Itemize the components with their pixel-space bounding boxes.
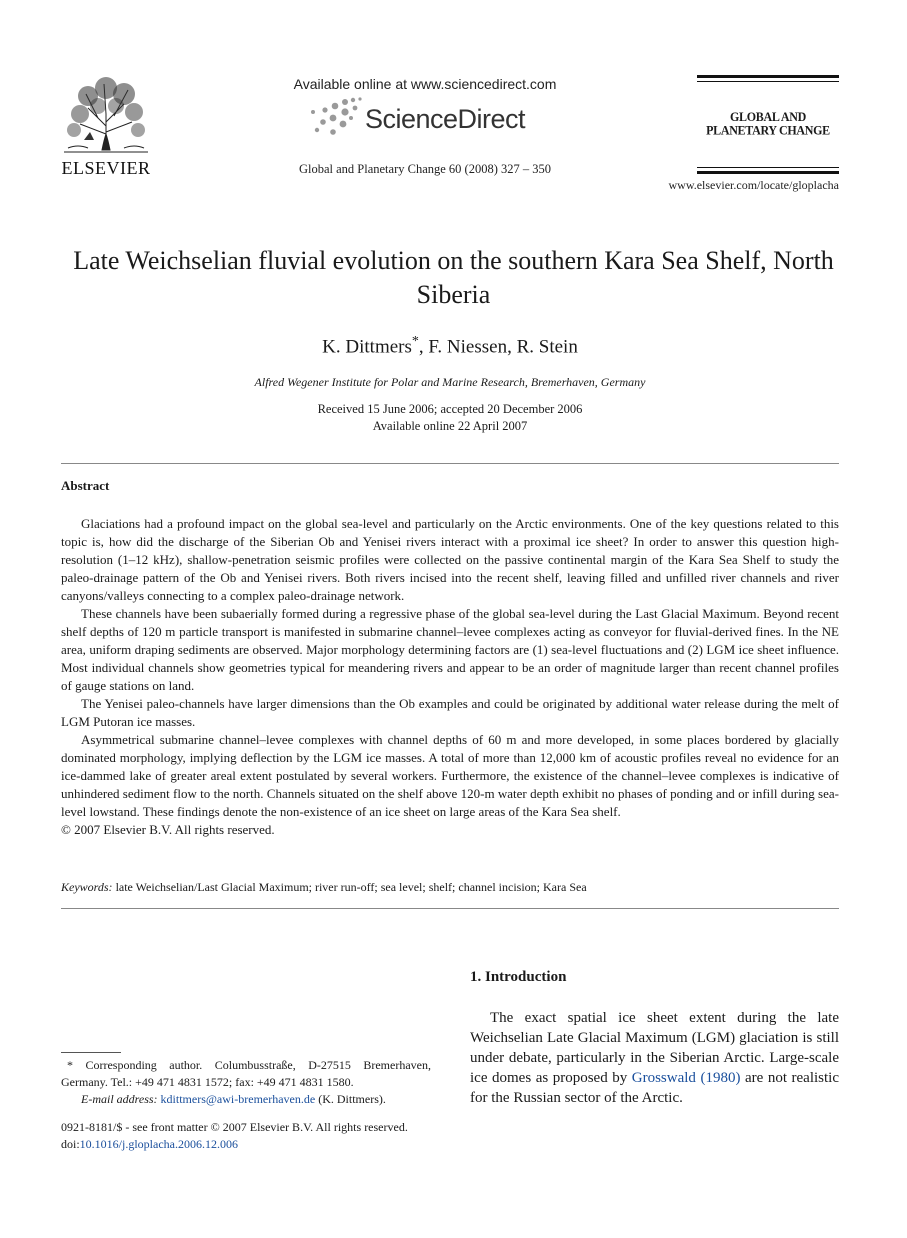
issn-line: 0921-8181/$ - see front matter © 2007 Elsevier B.V. All rights reserved.: [61, 1120, 408, 1134]
email-owner: (K. Dittmers).: [315, 1092, 386, 1106]
article-title: Late Weichselian fluvial evolution on the southern Kara Sea Shelf, North Siberia: [73, 246, 834, 309]
corresponding-mark[interactable]: *: [411, 334, 419, 349]
intro-text-after: are not realistic for the Russian sector of the Arctic.: [470, 1070, 839, 1106]
doi-link[interactable]: 10.1016/j.gloplacha.2006.12.006: [79, 1137, 238, 1151]
abstract-paragraph: The Yenisei paleo-channels have larger dimensions than the Ob examples and could be originated by additional water release during the melt of LGM Putoran ice masses.: [61, 696, 839, 729]
citation-link[interactable]: Grosswald (1980): [631, 1070, 741, 1086]
abstract-paragraph: These channels have been subaerially formed during a regressive phase of the global sea-level during the Last Glacial Maximum. Beyond recent shelf depths of 120 m particle transport is manifested in submarine channel–levee complexes acting as conveyor for fluvial-derived fines. In the NE area, uniform draping sediments are observed. Major morphology determining factors are (1) sea-level fluctuations and (2) LGM ice sheet influence. Most individual channels show geometries typical for meandering rivers and appear to be an order of magnitude larger than recent channel profiles of gauge stations on land.: [61, 606, 839, 693]
sciencedirect-wordmark: ScienceDirect: [365, 104, 526, 134]
abstract-heading: Abstract: [61, 478, 110, 493]
abstract-paragraph: Glaciations had a profound impact on the global sea-level and particularly on the Arctic environments. One of the key questions related to this topic is, how did the discharge of the Siberian Ob and Yenisei rivers interact with a proximal ice sheet? In order to answer this question high-resolution (1–12 kHz), shallow-penetration seismic profiles were collected on the passive continental margin of the Kara Sea Shelf to study the paleo-drainage pattern of the Ob and Yenisei rivers. Both rivers incised into the recent shelf, leaving filled and unfilled river channels and river canyons/valleys connecting to a complex paleo-drainage network.: [61, 516, 839, 603]
publisher-name: ELSEVIER: [61, 158, 151, 178]
journal-rule-top-thin: [697, 81, 839, 82]
journal-rule-bottom-thin: [697, 167, 839, 168]
article-dates: [100, 401, 800, 435]
intro-text-before: The exact spatial ice sheet extent during the late Weichselian Late Glacial Maximum (LGM) glaciation is still under debate, particularly in the Siberian Arctic. Large-scale ice domes as proposed by: [470, 1010, 839, 1086]
journal-name: GLOBAL AND PLANETARY CHANGE: [706, 109, 830, 138]
divider: [61, 908, 839, 909]
doi-line: [61, 1136, 461, 1153]
keywords-label: Keywords:: [61, 880, 113, 894]
email-link[interactable]: kdittmers@awi-bremerhaven.de: [160, 1092, 316, 1106]
available-online-text: Available online at www.sciencedirect.com: [293, 76, 557, 92]
journal-url-link[interactable]: www.elsevier.com/locate/gloplacha: [668, 178, 839, 192]
received-date: Received 15 June 2006; accepted 20 December 2006: [317, 402, 583, 416]
copyright-notice: © 2007 Elsevier B.V. All rights reserved.: [61, 822, 275, 837]
section-heading-introduction: 1. Introduction: [470, 969, 567, 985]
corresponding-author-footnote: [61, 1057, 431, 1108]
keywords-list: late Weichselian/Last Glacial Maximum; river run-off; sea level; shelf; channel incision; Kara Sea: [112, 880, 587, 894]
keywords: [61, 880, 839, 895]
affiliation: Alfred Wegener Institute for Polar and Marine Research, Bremerhaven, Germany: [254, 375, 646, 389]
journal-citation: Global and Planetary Change 60 (2008) 327 – 350: [298, 162, 552, 176]
divider: [61, 463, 839, 464]
doi-prefix: doi:: [61, 1137, 80, 1151]
footnote-rule: [61, 1052, 121, 1053]
issn-block: [61, 1119, 461, 1153]
author-list: [100, 334, 800, 358]
sciencedirect-dots-icon: [305, 96, 365, 140]
available-date: Available online 22 April 2007: [372, 419, 528, 433]
footnote-text: Corresponding author. Columbusstraße, D-27515 Bremerhaven, Germany. Tel.: +49 471 4831 1572; fax: +49 471 4831 1580.: [61, 1058, 431, 1089]
journal-rule-top: [697, 75, 839, 78]
introduction-paragraph: [470, 1008, 839, 1108]
author-name[interactable]: K. Dittmers: [322, 336, 412, 358]
journal-rule-bottom: [697, 171, 839, 174]
abstract-body: [61, 515, 839, 839]
author-names-rest: , F. Niessen, R. Stein: [418, 336, 578, 358]
abstract-paragraph: Asymmetrical submarine channel–levee complexes with channel depths of 60 m and more developed, in some places bordered by glacially dominated morphology, implying deflection by the LGM ice masses. A total of more than 12,000 km of acoustic profiles reveal no evidence for an ice-dammed lake of greater areal extent postulated by several workers. Furthermore, the existence of the channel–levee complexes is indicative of unhindered sediment flow to the north. Channels situated on the shelf above 120-m water depth exhibit no phases of ponding and or infill during sea-level lowstand. These findings denote the non-existence of an ice sheet on large areas of the Kara Sea shelf.: [61, 732, 839, 819]
footnote-mark: *: [67, 1058, 73, 1072]
email-label: E-mail address:: [81, 1092, 158, 1106]
